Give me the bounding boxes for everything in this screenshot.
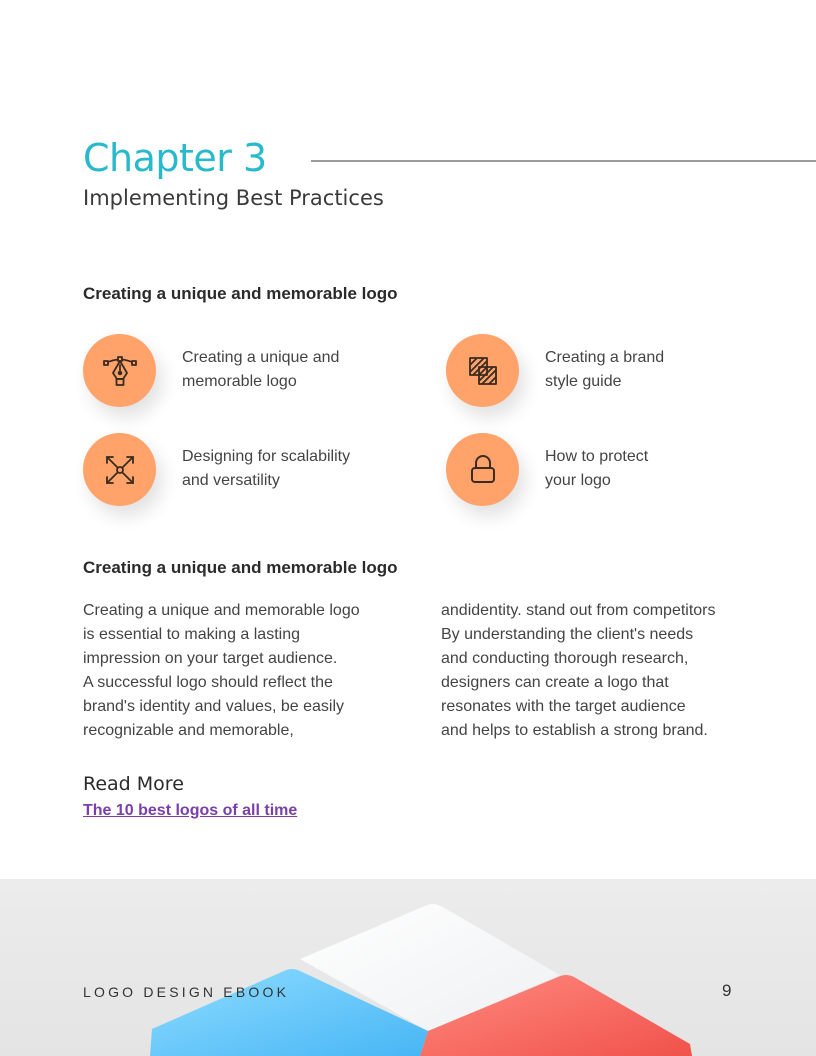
chapter-title: Chapter 3 [83,136,267,180]
title-divider [311,160,816,162]
expand-arrows-icon [83,433,156,506]
feature-item [446,433,766,509]
read-more-title: Read More [83,773,184,795]
feature-item [446,334,766,410]
lock-icon [446,433,519,506]
pen-tool-icon [83,334,156,407]
feature-label-line2: and versatility [182,472,280,489]
feature-label-line1: Creating a unique and [182,349,340,366]
body-column-right: andidentity. stand out from competitors By understanding the client's needs and conducting thorough research, designers can create a logo that resonates with the target audience and helps to establish a strong brand. [441,602,716,739]
feature-label-line2: your logo [545,472,611,489]
section-heading-body: Creating a unique and memorable logo [83,558,398,577]
chapter-subtitle: Implementing Best Practices [83,186,384,210]
feature-label-line1: Creating a brand [545,349,665,366]
read-more-link[interactable]: The 10 best logos of all time [83,802,298,819]
body-column-left: Creating a unique and memorable logo is essential to making a lasting impression on your target audience. A successful logo should reflect the brand's identity and values, be easily recognizable and memorable, [83,602,360,739]
feature-label-line2: style guide [545,373,622,390]
section-heading-features: Creating a unique and memorable logo [83,284,398,303]
feature-item [83,433,403,509]
overlapping-squares-icon [446,334,519,407]
feature-label-line2: memorable logo [182,373,297,390]
feature-label-line1: How to protect [545,448,649,465]
feature-label-line1: Designing for scalability [182,448,351,465]
cube-illustration [0,879,816,1056]
footer [0,879,816,1056]
feature-item [83,334,403,410]
footer-label: LOGO DESIGN EBOOK [83,984,290,1000]
page-number: 9 [722,981,732,1000]
